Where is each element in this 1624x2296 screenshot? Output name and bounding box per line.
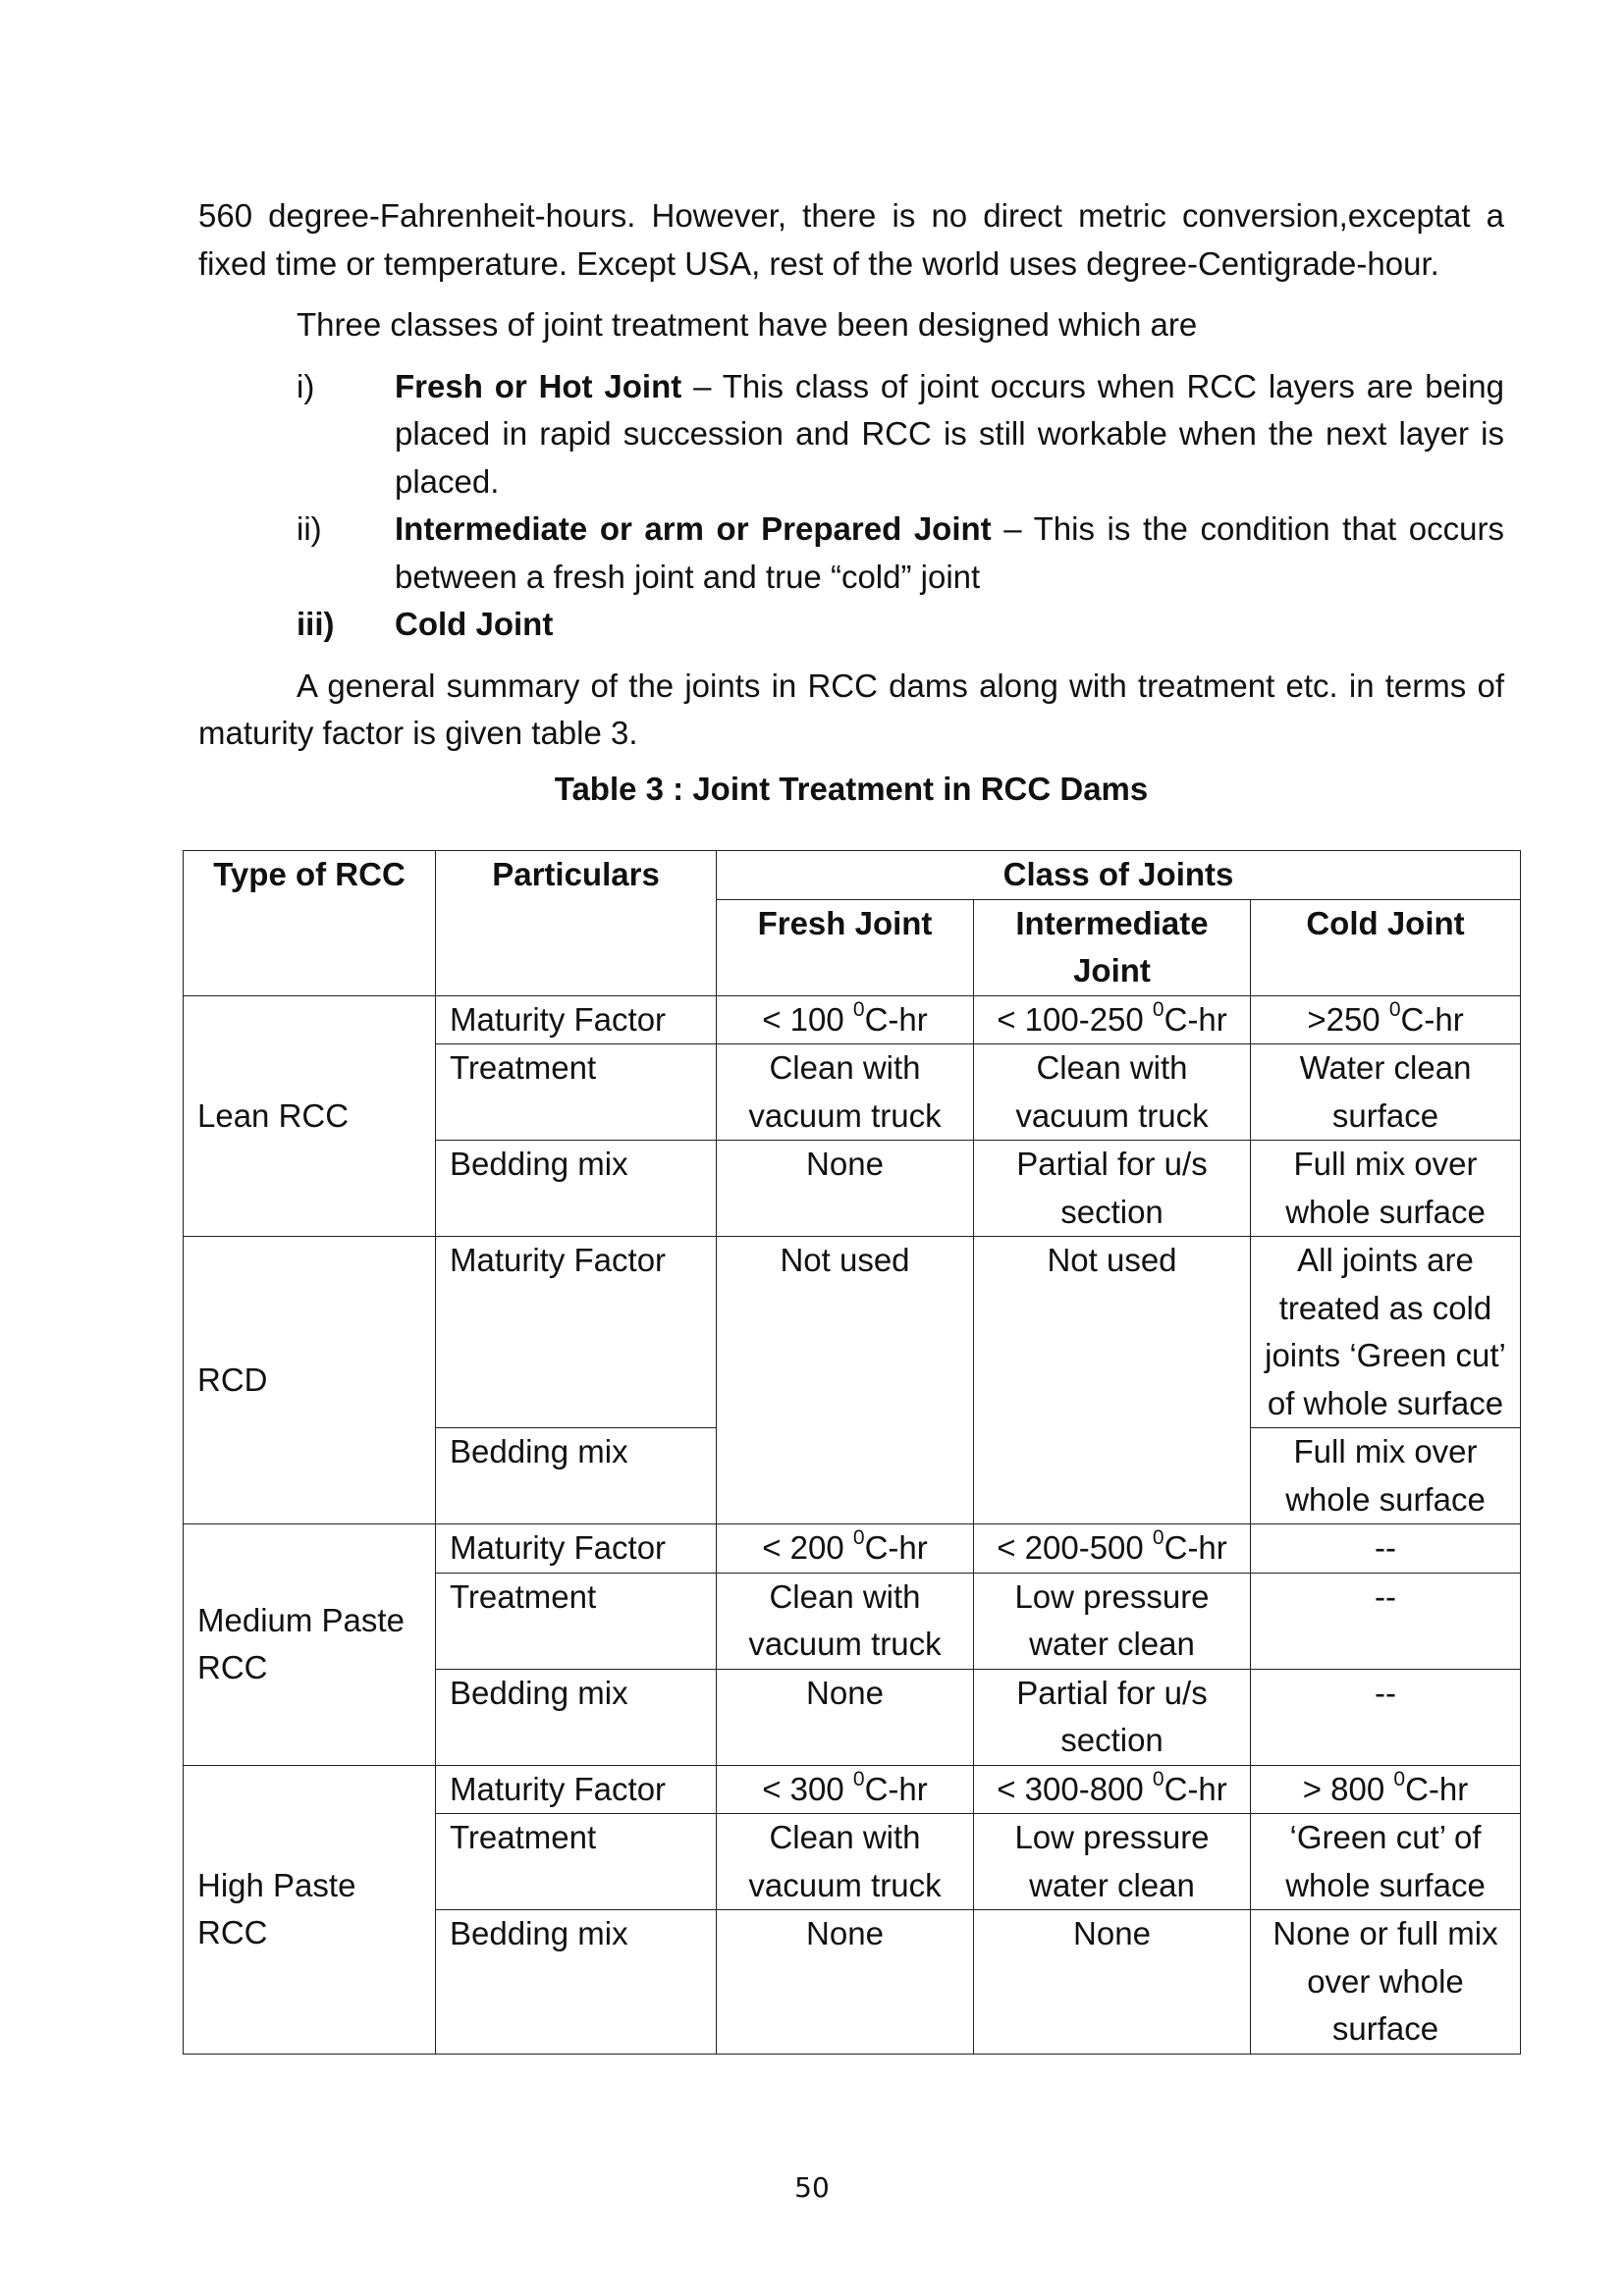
table-row: [184, 1765, 1521, 1814]
particular-cell: Treatment: [436, 1044, 717, 1141]
list-item-title: Fresh or Hot Joint: [395, 367, 682, 404]
value-cell: Low pressure water clean: [974, 1573, 1251, 1669]
value-cell: < 300-800 $^0$C-hr: [974, 1765, 1251, 1814]
value-cell: None: [717, 1669, 974, 1765]
value-cell: < 200-500 $^0$C-hr: [974, 1524, 1251, 1574]
value-cell: < 300 $^0$C-hr: [717, 1765, 974, 1814]
list-item: [198, 363, 1504, 507]
value-cell: Water clean surface: [1251, 1044, 1521, 1141]
value-cell: All joints are treated as cold joints ‘Green cut’ of whole surface: [1251, 1237, 1521, 1428]
particular-cell: Bedding mix: [436, 1910, 717, 2055]
table-caption: Table 3 : Joint Treatment in RCC Dams: [554, 770, 1149, 807]
particular-cell: Treatment: [436, 1573, 717, 1669]
list-item-text: – This class of joint occurs when RCC layers are being placed in rapid succession and RCC is still workable when the next layer is placed.: [395, 367, 1504, 500]
value-cell: Not used: [974, 1237, 1251, 1524]
value-cell: Low pressure water clean: [974, 1814, 1251, 1910]
header-cold-joint: Cold Joint: [1251, 899, 1521, 995]
rcc-type-cell: Lean RCC: [184, 995, 436, 1237]
value-cell: < 100-250 $^0$C-hr: [974, 995, 1251, 1044]
list-item: [198, 601, 1504, 649]
header-type-of-rcc: Type of RCC: [184, 851, 436, 996]
value-cell: Clean with vacuum truck: [974, 1044, 1251, 1141]
table-row: [184, 1237, 1521, 1428]
list-item-title: Cold Joint: [395, 606, 554, 642]
value-cell: --: [1251, 1669, 1521, 1765]
value-cell: None or full mix over whole surface: [1251, 1910, 1521, 2055]
value-cell: None: [974, 1910, 1251, 2055]
value-cell: >250 $^0$C-hr: [1251, 995, 1521, 1044]
joint-treatment-table: [183, 850, 1521, 2055]
body-text: [198, 192, 1504, 813]
rcc-type-cell: Medium Paste RCC: [184, 1524, 436, 1766]
particular-cell: Bedding mix: [436, 1141, 717, 1237]
value-cell: Clean with vacuum truck: [717, 1573, 974, 1669]
particular-cell: Maturity Factor: [436, 1765, 717, 1814]
header-class-of-joints: Class of Joints: [717, 851, 1521, 900]
list-item-title: Intermediate or arm or Prepared Joint: [395, 510, 992, 547]
particular-cell: Maturity Factor: [436, 995, 717, 1044]
particular-cell: Treatment: [436, 1814, 717, 1910]
list-number: iii): [297, 606, 335, 642]
value-cell: < 100 $^0$C-hr: [717, 995, 974, 1044]
value-cell: < 200 $^0$C-hr: [717, 1524, 974, 1574]
table-row: [184, 995, 1521, 1044]
paragraph-intro: 560 degree-Fahrenheit-hours. However, there is no direct metric conversion,exceptat a fixed time or temperature. Except USA, rest of the world uses degree-Centigrade-hour.: [198, 197, 1504, 282]
particular-cell: Bedding mix: [436, 1428, 717, 1524]
page-number: 50: [794, 2171, 830, 2204]
value-cell: Partial for u/s section: [974, 1141, 1251, 1237]
rcc-type-cell: High Paste RCC: [184, 1765, 436, 2054]
table-row: [184, 1524, 1521, 1574]
value-cell: Full mix over whole surface: [1251, 1141, 1521, 1237]
value-cell: Partial for u/s section: [974, 1669, 1251, 1765]
value-cell: Clean with vacuum truck: [717, 1044, 974, 1141]
joint-class-list: [198, 363, 1504, 649]
value-cell: ‘Green cut’ of whole surface: [1251, 1814, 1521, 1910]
value-cell: None: [717, 1910, 974, 2055]
table-header-row: [184, 851, 1521, 900]
value-cell: None: [717, 1141, 974, 1237]
paragraph-joint-classes: Three classes of joint treatment have been designed which are: [297, 306, 1198, 343]
list-item: [198, 506, 1504, 601]
value-cell: > 800 $^0$C-hr: [1251, 1765, 1521, 1814]
particular-cell: Maturity Factor: [436, 1524, 717, 1574]
list-number: i): [297, 367, 315, 404]
list-item-text: – This is the condition that occurs between a fresh joint and true “cold” joint: [395, 510, 1504, 595]
header-intermediate-joint: Intermediate Joint: [974, 899, 1251, 995]
particular-cell: Maturity Factor: [436, 1237, 717, 1428]
header-fresh-joint: Fresh Joint: [717, 899, 974, 995]
header-particulars: Particulars: [436, 851, 717, 996]
value-cell: Clean with vacuum truck: [717, 1814, 974, 1910]
value-cell: Full mix over whole surface: [1251, 1428, 1521, 1524]
rcc-type-cell: RCD: [184, 1237, 436, 1524]
value-cell: Not used: [717, 1237, 974, 1524]
paragraph-summary: A general summary of the joints in RCC dams along with treatment etc. in terms of maturity factor is given table 3.: [198, 667, 1504, 751]
value-cell: --: [1251, 1573, 1521, 1669]
particular-cell: Bedding mix: [436, 1669, 717, 1765]
value-cell: --: [1251, 1524, 1521, 1574]
list-number: ii): [297, 510, 322, 547]
